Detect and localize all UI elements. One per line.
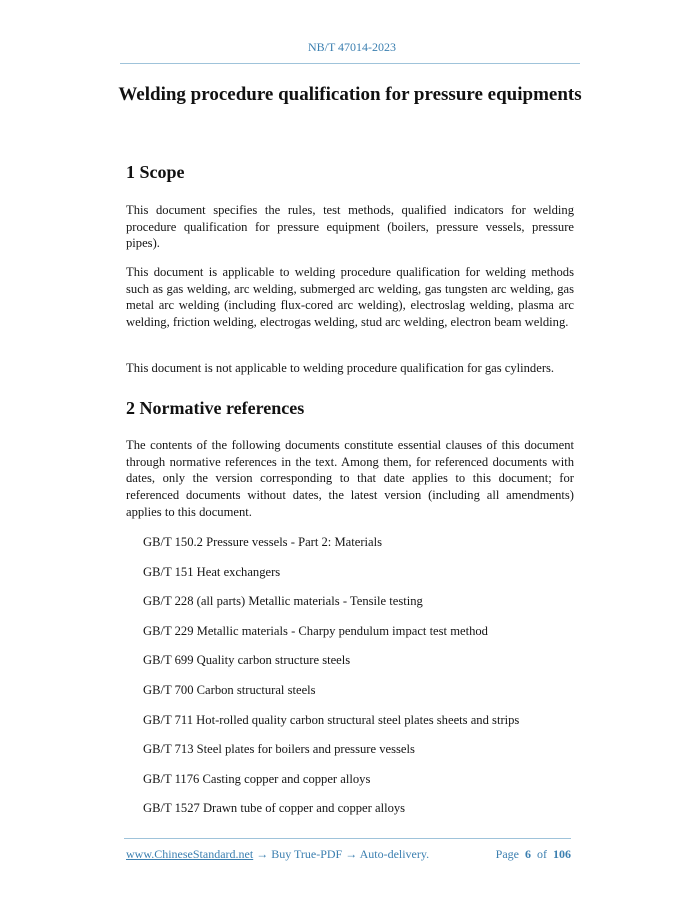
reference-item: GB/T 1176 Casting copper and copper alloys xyxy=(143,771,371,786)
scope-paragraph-2: This document is applicable to welding procedure qualification for welding methods such as gas welding, arc welding, submerged arc welding, gas tungsten arc welding, gas metal arc welding (including flux-cored arc welding), electroslag welding, plasma arc welding, friction welding, electrogas welding, stud arc welding, electron beam welding. xyxy=(126,265,574,330)
reference-list xyxy=(143,534,519,830)
page-header-standard-code: NB/T 47014-2023 xyxy=(307,40,397,54)
page-indicator xyxy=(496,847,571,862)
reference-item: GB/T 699 Quality carbon structure steels xyxy=(143,653,351,668)
current-page-number: 6 xyxy=(525,847,531,861)
normative-references-paragraph: The contents of the following documents constitute essential clauses of this document through normative references in the text. Among them, for referenced documents with dates, only the version corresponding to that date applies to this document; for referenced documents without dates, the latest version (including all amendments) applies to this document. xyxy=(126,438,574,519)
section-heading-scope: 1 Scope xyxy=(126,162,185,182)
section-heading-normative-references: 2 Normative references xyxy=(126,398,305,418)
of-label: of xyxy=(537,847,547,861)
reference-item: GB/T 700 Carbon structural steels xyxy=(143,682,316,697)
footer-divider xyxy=(124,838,571,839)
page-footer xyxy=(126,847,571,862)
scope-paragraph-3: This document is not applicable to welding procedure qualification for gas cylinders. xyxy=(126,361,555,375)
reference-item: GB/T 150.2 Pressure vessels - Part 2: Materials xyxy=(143,535,383,549)
header-divider xyxy=(120,63,580,64)
reference-item: GB/T 228 (all parts) Metallic materials - Tensile testing xyxy=(143,594,423,609)
reference-item: GB/T 713 Steel plates for boilers and pressure vessels xyxy=(143,742,415,757)
footer-promo-text: → Buy True-PDF → Auto-delivery. xyxy=(253,847,430,861)
document-title: Welding procedure qualification for pressure equipments xyxy=(118,84,582,105)
reference-item: GB/T 229 Metallic materials - Charpy pendulum impact test method xyxy=(143,623,488,638)
chinese-standard-link[interactable]: www.ChineseStandard.net xyxy=(126,847,254,861)
reference-item: GB/T 1527 Drawn tube of copper and copper alloys xyxy=(143,801,406,816)
total-pages: 106 xyxy=(553,847,571,861)
scope-paragraph-1: This document specifies the rules, test methods, qualified indicators for welding procedure qualification for pressure equipment (boilers, pressure vessels, pressure pipes). xyxy=(126,203,574,251)
reference-item: GB/T 711 Hot-rolled quality carbon structural steel plates sheets and strips xyxy=(143,712,520,727)
page-label: Page xyxy=(495,847,519,861)
reference-item: GB/T 151 Heat exchangers xyxy=(143,564,281,579)
